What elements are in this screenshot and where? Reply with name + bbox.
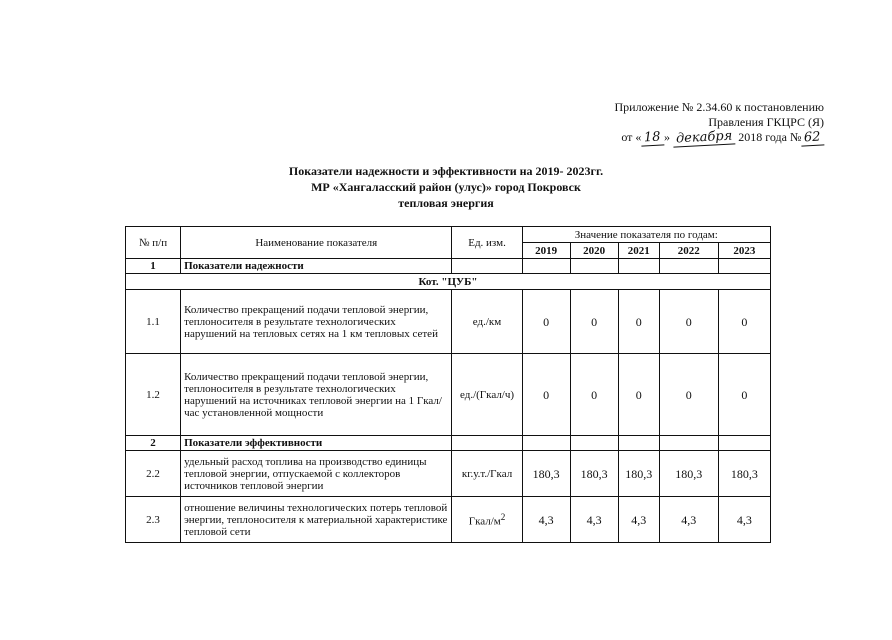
row-value: 180,3 xyxy=(659,451,718,497)
date-month: декабря xyxy=(673,128,736,147)
title-line-2: МР «Хангаласский район (улус)» город Покровск xyxy=(311,180,581,194)
document-title xyxy=(0,163,892,211)
row-value: 4,3 xyxy=(718,497,770,543)
unit-superscript: 2 xyxy=(500,512,506,523)
header-unit: Ед. изм. xyxy=(452,227,522,259)
header-year: 2023 xyxy=(718,243,770,259)
date-day: 18 xyxy=(641,129,664,146)
row-value: 0 xyxy=(659,290,718,354)
row-value: 0 xyxy=(522,290,570,354)
row-unit xyxy=(452,497,522,543)
header-year: 2021 xyxy=(618,243,659,259)
empty-cell xyxy=(522,436,570,451)
date-year: 2018 года № xyxy=(738,130,802,144)
header-year: 2019 xyxy=(522,243,570,259)
row-num: 2.2 xyxy=(126,451,181,497)
header-year: 2020 xyxy=(570,243,618,259)
row-value: 0 xyxy=(659,354,718,436)
row-value: 4,3 xyxy=(570,497,618,543)
row-value: 180,3 xyxy=(618,451,659,497)
row-value: 0 xyxy=(618,290,659,354)
row-value: 0 xyxy=(570,354,618,436)
row-unit: ед./(Гкал/ч) xyxy=(452,354,522,436)
section-num: 1 xyxy=(126,259,181,274)
row-unit: ед./км xyxy=(452,290,522,354)
date-quote: » xyxy=(663,130,670,144)
row-value: 0 xyxy=(718,354,770,436)
row-value: 0 xyxy=(618,354,659,436)
unit-base: Гкал/м xyxy=(468,515,501,528)
row-num: 1.2 xyxy=(126,354,181,436)
row-num: 2.3 xyxy=(126,497,181,543)
table-row xyxy=(126,290,771,354)
empty-cell xyxy=(618,259,659,274)
appendix-header xyxy=(614,100,824,146)
date-prefix: от « xyxy=(621,130,642,144)
table-row xyxy=(126,354,771,436)
empty-cell xyxy=(452,436,522,451)
section-title: Показатели надежности xyxy=(181,259,452,274)
appendix-line-2: Правления ГКЦРС (Я) xyxy=(708,115,824,129)
empty-cell xyxy=(522,259,570,274)
header-year: 2022 xyxy=(659,243,718,259)
empty-cell xyxy=(570,259,618,274)
row-unit: кг.у.т./Гкал xyxy=(452,451,522,497)
row-name: Количество прекращений подачи тепловой энергии, теплоносителя в результате технологических нарушений на источниках тепловой энергии на 1 Гкал/час установленной мощности xyxy=(181,354,452,436)
row-name: Количество прекращений подачи тепловой энергии, теплоносителя в результате технологических нарушений на тепловых сетях на 1 км тепловых сетей xyxy=(181,290,452,354)
section-num: 2 xyxy=(126,436,181,451)
row-value: 4,3 xyxy=(618,497,659,543)
row-name: отношение величины технологических потерь тепловой энергии, теплоносителя к материальной характеристике тепловой сети xyxy=(181,497,452,543)
empty-cell xyxy=(718,259,770,274)
title-line-3: тепловая энергия xyxy=(398,196,494,210)
appendix-line-1: Приложение № 2.34.60 к постановлению xyxy=(614,100,824,114)
empty-cell xyxy=(718,436,770,451)
row-value: 4,3 xyxy=(659,497,718,543)
row-value: 180,3 xyxy=(570,451,618,497)
section-row xyxy=(126,259,771,274)
row-value: 0 xyxy=(570,290,618,354)
empty-cell xyxy=(659,259,718,274)
empty-cell xyxy=(618,436,659,451)
table-row xyxy=(126,497,771,543)
indicators-table xyxy=(125,226,771,543)
section-title: Показатели эффективности xyxy=(181,436,452,451)
row-value: 0 xyxy=(522,354,570,436)
decree-number: 62 xyxy=(801,129,824,146)
appendix-date-line xyxy=(614,130,824,146)
empty-cell xyxy=(659,436,718,451)
row-value: 180,3 xyxy=(718,451,770,497)
empty-cell xyxy=(570,436,618,451)
header-name: Наименование показателя xyxy=(181,227,452,259)
row-value: 0 xyxy=(718,290,770,354)
empty-cell xyxy=(452,259,522,274)
section-row xyxy=(126,436,771,451)
row-value: 180,3 xyxy=(522,451,570,497)
header-num: № п/п xyxy=(126,227,181,259)
row-name: удельный расход топлива на производство единицы тепловой энергии, отпускаемой с коллекторов источников тепловой энергии xyxy=(181,451,452,497)
title-line-1: Показатели надежности и эффективности на 2019- 2023гг. xyxy=(288,164,604,178)
header-values-title: Значение показателя по годам: xyxy=(522,227,770,243)
row-value: 4,3 xyxy=(522,497,570,543)
table-row xyxy=(126,451,771,497)
boiler-house-label: Кот. "ЦУБ" xyxy=(126,274,771,290)
row-num: 1.1 xyxy=(126,290,181,354)
